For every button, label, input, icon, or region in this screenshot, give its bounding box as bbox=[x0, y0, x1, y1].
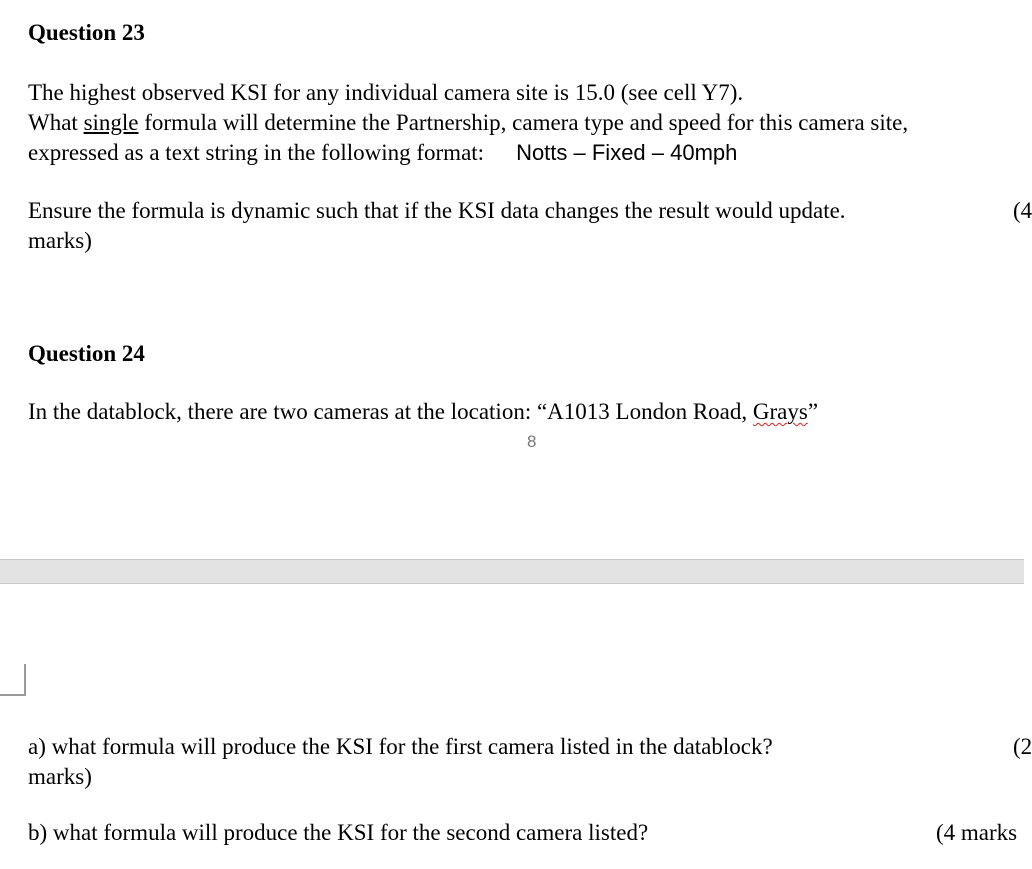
q23-line-2 bbox=[28, 108, 908, 138]
part-a-text bbox=[28, 732, 773, 792]
question-24-heading: Question 24 bbox=[28, 341, 145, 366]
q24-spellcheck-word: Grays bbox=[752, 399, 808, 424]
margin-corner-marker bbox=[0, 664, 26, 696]
part-a-line-1: a) what formula will produce the KSI for the first camera listed in the datablock? bbox=[28, 734, 773, 759]
question-23-heading: Question 23 bbox=[28, 20, 145, 45]
q23-ensure-text bbox=[28, 196, 846, 256]
part-a-marks: (2 bbox=[1013, 734, 1032, 759]
part-b-text: b) what formula will produce the KSI for the second camera listed? bbox=[28, 820, 649, 845]
q23-format-example: Notts – Fixed – 40mph bbox=[516, 140, 738, 165]
page-break-gap bbox=[0, 559, 1024, 584]
q23-ensure-line-1: Ensure the formula is dynamic such that if the KSI data changes the result would update. bbox=[28, 198, 846, 223]
q23-underlined-word: single bbox=[83, 110, 139, 135]
question-23-text bbox=[28, 78, 908, 168]
part-a-line-2: marks) bbox=[28, 764, 92, 789]
q23-ensure-line-2: marks) bbox=[28, 228, 92, 253]
q23-marks: (4 bbox=[1013, 198, 1032, 223]
q23-line-2-pre: What bbox=[28, 110, 84, 135]
page-number: 8 bbox=[527, 432, 537, 451]
q23-line-1: The highest observed KSI for any individual camera site is 15.0 (see cell Y7). bbox=[28, 80, 744, 105]
q23-line-2-post: formula will determine the Partnership, camera type and speed for this camera site, bbox=[138, 110, 909, 135]
part-b-marks: (4 marks bbox=[936, 820, 1018, 845]
document-page-bottom bbox=[0, 584, 1032, 869]
q23-line-3-text: expressed as a text string in the following format: bbox=[28, 140, 485, 165]
question-24-intro bbox=[28, 397, 818, 427]
q23-line-3 bbox=[28, 138, 908, 168]
q24-intro-post: ” bbox=[807, 399, 819, 424]
q24-intro-pre: In the datablock, there are two cameras at the location: “A1013 London Road, bbox=[28, 399, 753, 424]
